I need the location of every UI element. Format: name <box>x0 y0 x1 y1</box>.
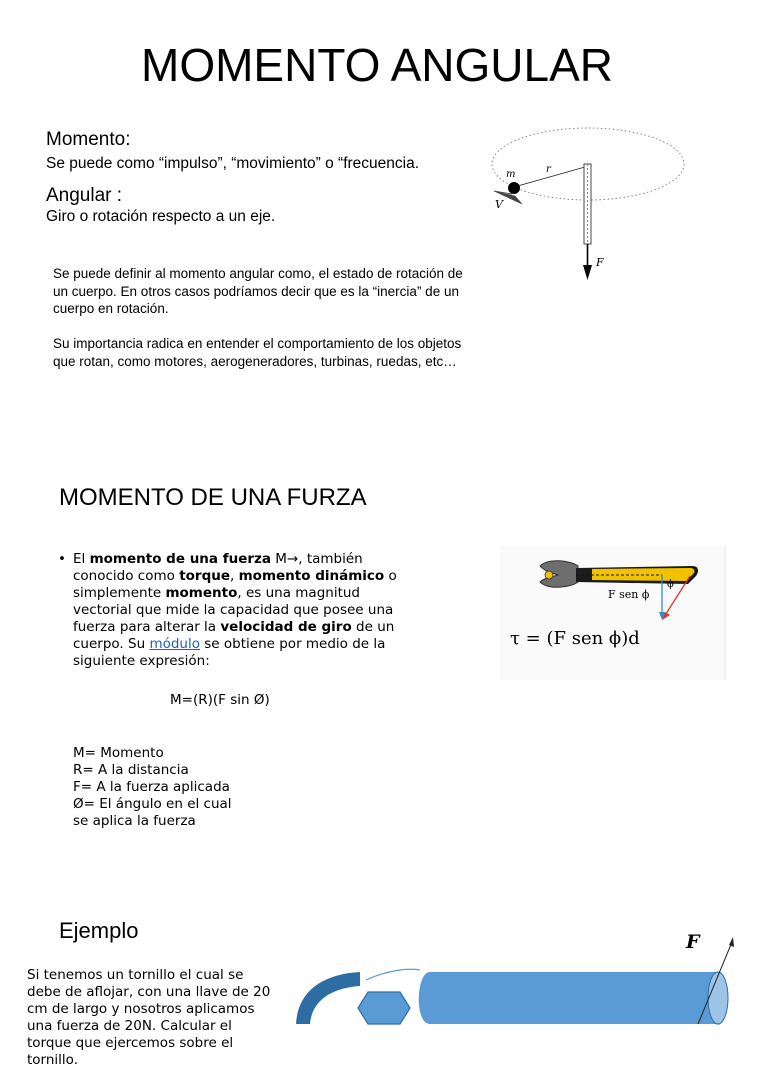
legend-item: R= A la distancia <box>73 762 189 778</box>
example-label-f: F <box>686 931 700 953</box>
page-title: MOMENTO ANGULAR <box>141 39 613 91</box>
bolt-example-diagram <box>290 928 768 1024</box>
wrench-torque-diagram <box>500 546 726 680</box>
label-f: F <box>596 256 604 269</box>
torque-bullet-text: • El momento de una fuerza M→, también conocido como torque, momento dinámico o simplemente momento, es una magnitud vectorial que mide la capacidad que posee una fuerza para alterar la velocidad de giro de un cuerpo. Su módulo se obtiene por medio de la siguiente expresión: <box>58 551 418 670</box>
torque-equation: τ = (F sen ϕ)d <box>510 628 640 649</box>
label-f-sen-phi: F sen ϕ <box>608 588 650 601</box>
example-force-arrow-icon <box>729 937 734 947</box>
label-m: m <box>506 169 516 180</box>
wrench-arc <box>296 972 360 1024</box>
legend-item: Ø= El ángulo en el cual se aplica la fuerza <box>73 796 232 829</box>
torque-formula: M=(R)(F sin Ø) <box>170 692 270 708</box>
example-section-title: Ejemplo <box>59 918 139 943</box>
angular-momentum-diagram <box>486 122 690 287</box>
torque-bullet <box>58 551 418 670</box>
force-arrow-icon <box>583 265 592 280</box>
bolt-end <box>708 972 728 1024</box>
importance-paragraph: Su importancia radica en entender el comportamiento de los objetos que rotan, como motores, aerogeneradores, turbinas, ruedas, etc… <box>53 336 462 369</box>
label-v: V <box>495 198 503 211</box>
label-phi: ϕ <box>667 579 674 590</box>
example-paragraph: Si tenemos un tornillo el cual se debe de aflojar, con una llave de 20 cm de largo y nosotros aplicamos una fuerza de 20N. Calcular el torque que ejercemos sobre el tornillo. <box>27 967 271 1068</box>
definition-paragraph: Se puede definir al momento angular como, el estado de rotación de un cuerpo. En otros casos podríamos decir que es la “inercia” de un cuerpo en rotación. <box>53 266 463 316</box>
hex-nut <box>358 992 410 1024</box>
mass-ball <box>508 182 520 194</box>
bolt-body <box>430 972 718 1024</box>
momento-definition: Se puede como “impulso”, “movimiento” o “frecuencia. <box>46 155 420 172</box>
modulo-link[interactable]: módulo <box>149 636 200 652</box>
angular-definition: Giro o rotación respecto a un eje. <box>46 208 276 225</box>
label-r: r <box>546 164 551 175</box>
torque-section-title: MOMENTO DE UNA FURZA <box>59 484 367 511</box>
formula-legend <box>73 745 233 830</box>
angular-term: Angular : <box>46 185 123 206</box>
momento-term: Momento: <box>46 129 131 150</box>
legend-item: F= A la fuerza aplicada <box>73 779 230 795</box>
legend-item: M= Momento <box>73 745 164 761</box>
